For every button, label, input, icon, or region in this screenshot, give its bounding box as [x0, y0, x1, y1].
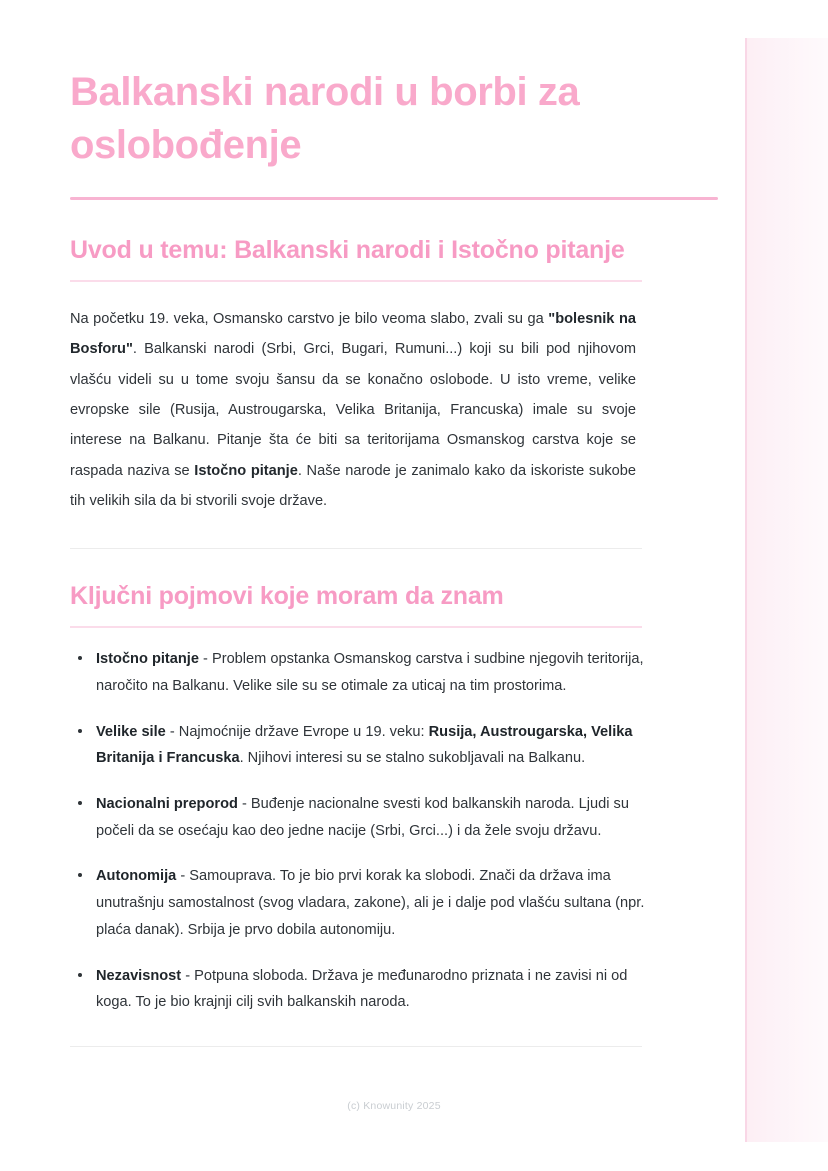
- bullet-icon: [78, 801, 82, 805]
- section-divider-lower: [70, 1046, 642, 1047]
- term-separator: -: [165, 723, 179, 740]
- intro-text-part-1: Na početku 19. veka, Osmansko carstvo je bilo veoma slabo, zvali su ga: [70, 310, 549, 327]
- term-description: Samouprava. To je bio prvi korak ka slobodi. Znači da država ima unutrašnju samostalnost (svog vladara, zakone), ali je i dalje pod vlašću sultana (npr. plaća danak). Srbija je prvo dobila autonomiju.: [96, 868, 645, 938]
- term-separator: -: [198, 651, 212, 668]
- term-separator: -: [237, 796, 251, 813]
- term-description-pre: Najmoćnije države Evrope u 19. veku:: [178, 723, 429, 740]
- term-label: Nacionalni preporod: [96, 796, 238, 813]
- bullet-icon: [78, 656, 82, 660]
- terms-section-heading: Ključni pojmovi koje moram da znam: [70, 582, 504, 611]
- list-item: [70, 963, 650, 1016]
- term-label: Autonomija: [96, 868, 177, 885]
- footer-copyright: (c) Knowunity 2025: [347, 1100, 441, 1112]
- term-description-post: . Njihovi interesi su se stalno sukobljavali na Balkanu.: [239, 750, 586, 767]
- page-edge-divider: [745, 38, 747, 1142]
- intro-text-part-2: . Balkanski narodi (Srbi, Grci, Bugari, Rumuni...) koji su bili pod njihovom vlašću videli su u tome svoju šansu da se konačno oslobode. U isto vreme, velike evropske sile (Rusija, Austrougarska, Velika Britanija, Francuska) imale su svoje interese na Balkanu. Pitanje šta će biti sa teritorijama Osmanskog carstva koje se raspada naziva se: [70, 341, 636, 479]
- list-item: [70, 863, 650, 943]
- bullet-icon: [78, 729, 82, 733]
- list-item: [70, 719, 650, 772]
- intro-paragraph: [70, 282, 636, 516]
- intro-section-heading: Uvod u temu: Balkanski narodi i Istočno pitanje: [70, 235, 625, 264]
- intro-bold-istocno-pitanje: Istočno pitanje: [194, 462, 298, 479]
- term-separator: -: [181, 967, 195, 984]
- term-description: Problem opstanka Osmanskog carstva i sudbine njegovih teritorija, naročito na Balkanu. Velike sile su se otimale za uticaj na tim prostorima.: [96, 651, 644, 694]
- intro-text-part-3: . Naše narode je zanimalo kako da iskoriste sukobe tih velikih sila da bi stvorili svoje države.: [70, 462, 636, 509]
- term-label: Velike sile: [96, 723, 166, 740]
- page-edge-decoration: [745, 38, 828, 1142]
- bullet-icon: [78, 873, 82, 877]
- list-item: [70, 791, 650, 844]
- list-item: [70, 646, 650, 699]
- term-description-bold: Rusija, Austrougarska, Velika Britanija i Francuska: [96, 723, 633, 767]
- term-label: Nezavisnost: [96, 967, 182, 984]
- key-terms-list: [70, 628, 650, 1016]
- term-description: Buđenje nacionalne svesti kod balkanskih naroda. Ljudi su počeli da se osećaju kao deo jedne nacije (Srbi, Grci...) i da žele svoju državu.: [96, 796, 629, 839]
- bullet-icon: [78, 973, 82, 977]
- term-description: Potpuna sloboda. Država je međunarodno priznata i ne zavisi ni od koga. To je bio krajnji cilj svih balkanskih naroda.: [96, 967, 628, 1011]
- intro-bold-bolesnik: "bolesnik na Bosforu": [70, 310, 636, 358]
- term-label: Istočno pitanje: [96, 651, 199, 668]
- term-separator: -: [176, 868, 190, 885]
- page-title: Balkanski narodi u borbi za oslobođenje: [70, 70, 580, 167]
